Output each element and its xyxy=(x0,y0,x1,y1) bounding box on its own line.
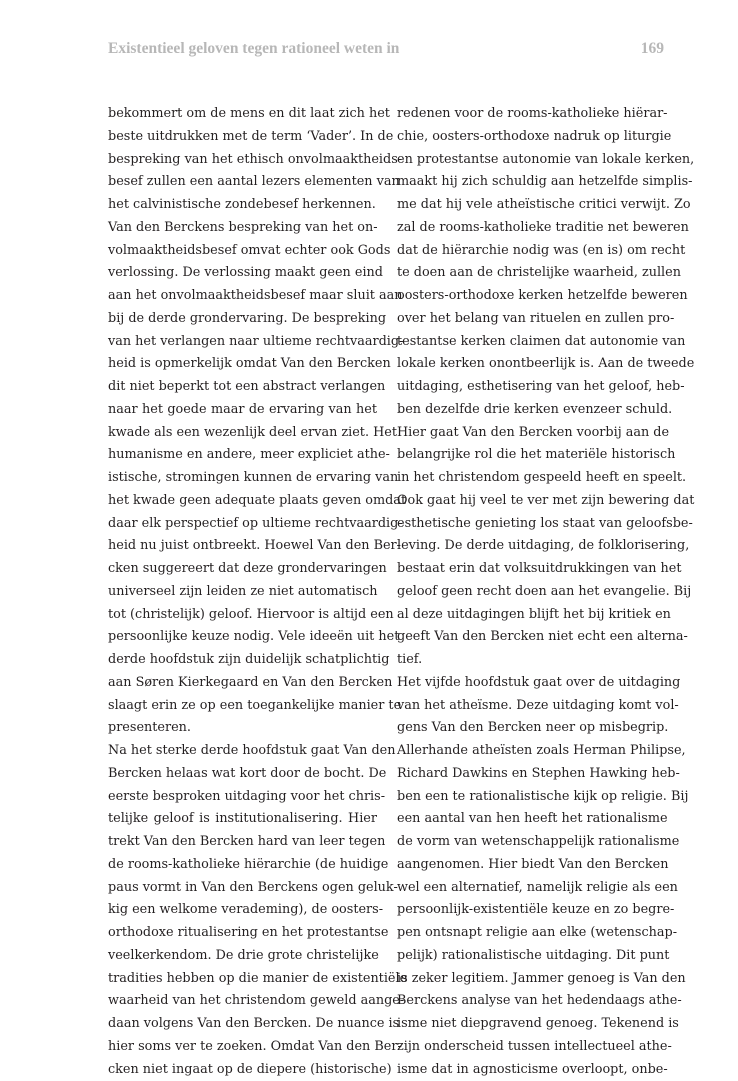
text-line: testantse kerken claimen dat autonomie van xyxy=(397,331,666,354)
text-line: daan volgens Van den Bercken. De nuance is xyxy=(108,1013,377,1036)
text-line: tradities hebben op die manier de existentiële xyxy=(108,968,377,991)
text-line: het kwade geen adequate plaats geven omdat xyxy=(108,490,377,513)
text-line: zijn onderscheid tussen intellectueel athe- xyxy=(397,1036,666,1059)
text-line: al deze uitdagingen blijft het bij kritiek en xyxy=(397,604,666,627)
text-line: bekommert om de mens en dit laat zich het xyxy=(108,103,377,126)
text-line: paus vormt in Van den Berckens ogen geluk- xyxy=(108,877,377,900)
right-text-column xyxy=(397,103,666,1081)
text-line: dit niet beperkt tot een abstract verlangen xyxy=(108,376,377,399)
text-line: het calvinistische zondebesef herkennen. xyxy=(108,194,377,217)
text-line: dat de hiërarchie nodig was (en is) om recht xyxy=(397,240,666,263)
text-line: wel een alternatief, namelijk religie als een xyxy=(397,877,666,900)
text-line: beste uitdrukken met de term ‘Vader’. In de xyxy=(108,126,377,149)
text-line: is zeker legitiem. Jammer genoeg is Van den xyxy=(397,968,666,991)
text-line: leving. De derde uitdaging, de folklorisering, xyxy=(397,535,666,558)
text-line: maakt hij zich schuldig aan hetzelfde simplis- xyxy=(397,171,666,194)
text-line: bespreking van het ethisch onvolmaaktheids- xyxy=(108,149,377,172)
text-line: van het atheïsme. Deze uitdaging komt vol- xyxy=(397,695,666,718)
text-line: heid nu juist ontbreekt. Hoewel Van den Ber- xyxy=(108,535,377,558)
text-line: waarheid van het christendom geweld aange- xyxy=(108,990,377,1013)
text-line: verlossing. De verlossing maakt geen eind xyxy=(108,262,377,285)
text-line: pen ontsnapt religie aan elke (wetenschap- xyxy=(397,922,666,945)
text-line: lokale kerken onontbeerlijk is. Aan de tweede xyxy=(397,353,666,376)
text-line: cken niet ingaat op de diepere (historische) xyxy=(108,1059,377,1081)
text-line: chie, oosters-orthodoxe nadruk op liturgie xyxy=(397,126,666,149)
text-line: universeel zijn leiden ze niet automatisch xyxy=(108,581,377,604)
text-line: de rooms-katholieke hiërarchie (de huidige xyxy=(108,854,377,877)
text-line: cken suggereert dat deze grondervaringen xyxy=(108,558,377,581)
text-line: daar elk perspectief op ultieme rechtvaardig- xyxy=(108,513,377,536)
text-line: persoonlijk-existentiële keuze en zo begre- xyxy=(397,899,666,922)
running-head-title: Existentieel geloven tegen rationeel weten in xyxy=(108,40,399,58)
text-line: Richard Dawkins en Stephen Hawking heb- xyxy=(397,763,666,786)
text-line: Berckens analyse van het hedendaags athe- xyxy=(397,990,666,1013)
text-line: besef zullen een aantal lezers elementen van xyxy=(108,171,377,194)
text-line: Hier gaat Van den Bercken voorbij aan de xyxy=(397,422,666,445)
page-number: 169 xyxy=(641,40,664,58)
text-line: aan Søren Kierkegaard en Van den Bercken xyxy=(108,672,377,695)
text-line: Van den Berckens bespreking van het on- xyxy=(108,217,377,240)
text-line: in het christendom gespeeld heeft en speelt. xyxy=(397,467,666,490)
text-line: heid is opmerkelijk omdat Van den Bercken xyxy=(108,353,377,376)
text-line: redenen voor de rooms-katholieke hiërar- xyxy=(397,103,666,126)
text-line: hier soms ver te zoeken. Omdat Van den Ber- xyxy=(108,1036,377,1059)
text-line: en protestantse autonomie van lokale kerken, xyxy=(397,149,666,172)
text-line: Na het sterke derde hoofdstuk gaat Van den xyxy=(108,740,377,763)
text-line: over het belang van rituelen en zullen pro- xyxy=(397,308,666,331)
text-line: belangrijke rol die het materiële historisch xyxy=(397,444,666,467)
text-line: aan het onvolmaaktheidsbesef maar sluit aan xyxy=(108,285,377,308)
text-line: bij de derde grondervaring. De bespreking xyxy=(108,308,377,331)
text-line: Ook gaat hij veel te ver met zijn bewering dat xyxy=(397,490,666,513)
text-line: istische, stromingen kunnen de ervaring van xyxy=(108,467,377,490)
text-line: naar het goede maar de ervaring van het xyxy=(108,399,377,422)
text-line: slaagt erin ze op een toegankelijke manier te xyxy=(108,695,377,718)
text-line: eerste besproken uitdaging voor het chris- xyxy=(108,786,377,809)
text-line: geloof geen recht doen aan het evangelie. Bij xyxy=(397,581,666,604)
text-line: me dat hij vele atheïstische critici verwijt. Zo xyxy=(397,194,666,217)
text-line: kwade als een wezenlijk deel ervan ziet. Het xyxy=(108,422,377,445)
text-line: isme niet diepgravend genoeg. Tekenend is xyxy=(397,1013,666,1036)
text-line: uitdaging, esthetisering van het geloof, heb- xyxy=(397,376,666,399)
text-line: tief. xyxy=(397,649,666,672)
text-line: humanisme en andere, meer expliciet athe- xyxy=(108,444,377,467)
text-line: Bercken helaas wat kort door de bocht. De xyxy=(108,763,377,786)
text-line: Allerhande atheïsten zoals Herman Philipse, xyxy=(397,740,666,763)
text-line: gens Van den Bercken neer op misbegrip. xyxy=(397,717,666,740)
text-line: van het verlangen naar ultieme rechtvaardig- xyxy=(108,331,377,354)
text-line: persoonlijke keuze nodig. Vele ideeën uit het xyxy=(108,626,377,649)
text-line: trekt Van den Bercken hard van leer tegen xyxy=(108,831,377,854)
text-line: tot (christelijk) geloof. Hiervoor is altijd een xyxy=(108,604,377,627)
text-line: volmaaktheidsbesef omvat echter ook Gods xyxy=(108,240,377,263)
text-line: de vorm van wetenschappelijk rationalisme xyxy=(397,831,666,854)
text-line: zal de rooms-katholieke traditie net beweren xyxy=(397,217,666,240)
text-line: orthodoxe ritualisering en het protestantse xyxy=(108,922,377,945)
text-line: oosters-orthodoxe kerken hetzelfde beweren xyxy=(397,285,666,308)
text-line: ben een te rationalistische kijk op religie. Bij xyxy=(397,786,666,809)
text-line: aangenomen. Hier biedt Van den Bercken xyxy=(397,854,666,877)
text-line: presenteren. xyxy=(108,717,377,740)
text-line: bestaat erin dat volksuitdrukkingen van het xyxy=(397,558,666,581)
text-line: pelijk) rationalistische uitdaging. Dit punt xyxy=(397,945,666,968)
text-line: derde hoofdstuk zijn duidelijk schatplichtig xyxy=(108,649,377,672)
text-line: ben dezelfde drie kerken evenzeer schuld. xyxy=(397,399,666,422)
text-line: Het vijfde hoofdstuk gaat over de uitdaging xyxy=(397,672,666,695)
left-text-column xyxy=(108,103,377,1081)
text-line: kig een welkome verademing), de oosters- xyxy=(108,899,377,922)
text-line: een aantal van hen heeft het rationalisme xyxy=(397,808,666,831)
text-line: veelkerkendom. De drie grote christelijke xyxy=(108,945,377,968)
text-line: esthetische genieting los staat van geloofsbe- xyxy=(397,513,666,536)
text-line: te doen aan de christelijke waarheid, zullen xyxy=(397,262,666,285)
text-line: telijke geloof is institutionalisering. Hier xyxy=(108,808,377,831)
text-line: isme dat in agnosticisme overloopt, onbe- xyxy=(397,1059,666,1081)
text-line: geeft Van den Bercken niet echt een alterna- xyxy=(397,626,666,649)
